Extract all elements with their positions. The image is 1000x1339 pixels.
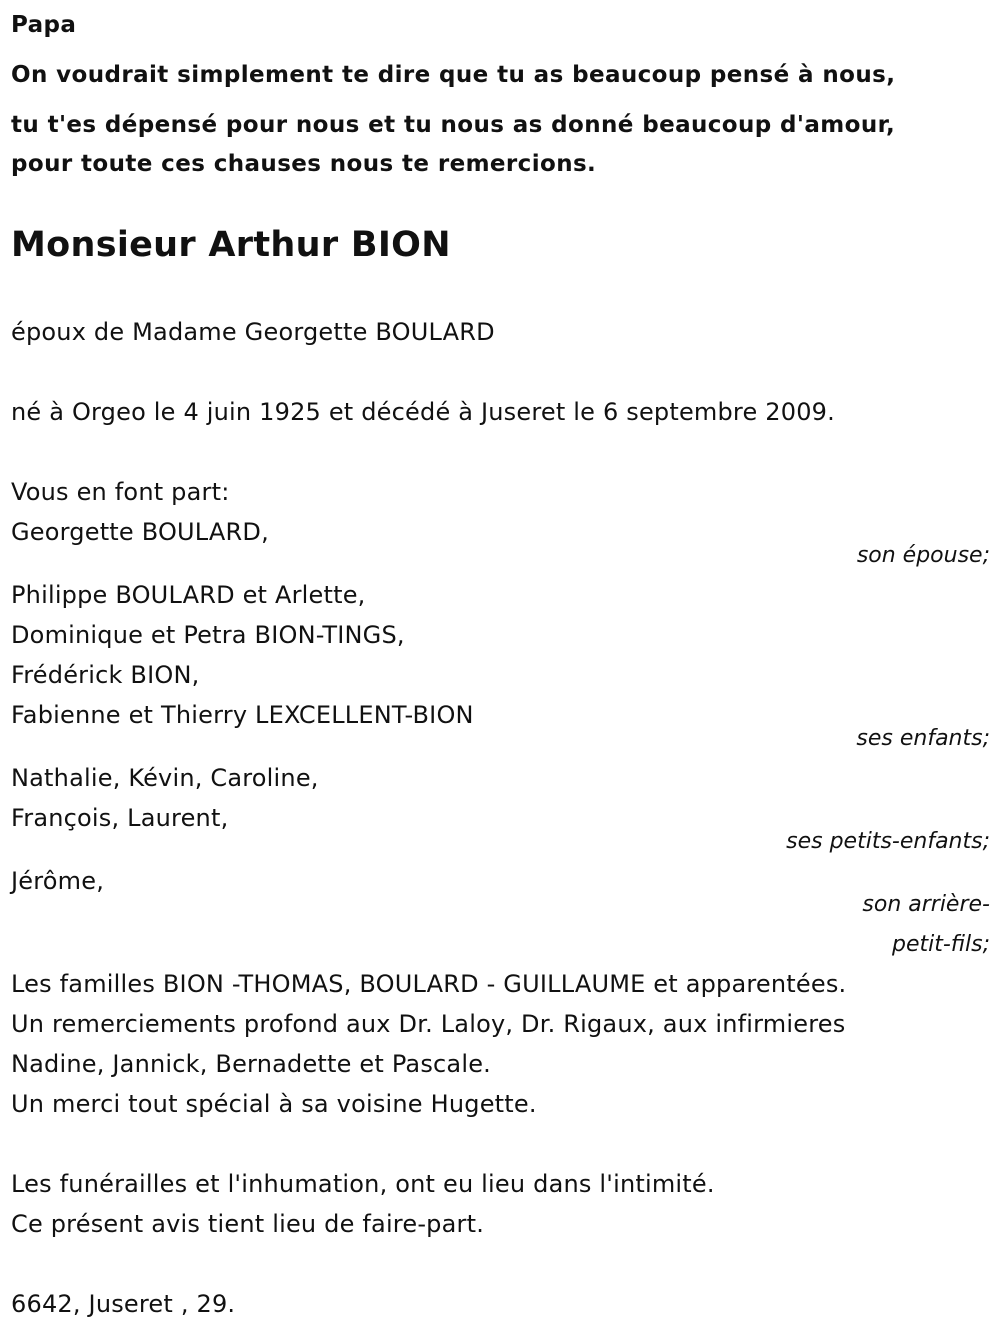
deceased-name: Monsieur Arthur BION <box>11 225 451 265</box>
role-children: ses enfants; <box>856 726 990 751</box>
great-grandchild: Jérôme, <box>11 867 105 895</box>
funeral-line-2: Ce présent avis tient lieu de faire-part. <box>11 1210 485 1238</box>
child-4: Fabienne et Thierry LEXCELLENT-BION <box>11 701 474 729</box>
thanks-line-2: Nadine, Jannick, Bernadette et Pascale. <box>11 1050 492 1078</box>
child-1: Philippe BOULARD et Arlette, <box>11 581 366 609</box>
thanks-line-3: Un merci tout spécial à sa voisine Hugette. <box>11 1090 537 1118</box>
role-spouse: son épouse; <box>856 543 990 568</box>
birth-death-line: né à Orgeo le 4 juin 1925 et décédé à Juseret le 6 septembre 2009. <box>11 398 835 426</box>
thanks-line-1: Un remerciements profond aux Dr. Laloy, Dr. Rigaux, aux infirmieres <box>11 1010 846 1038</box>
spouse-name: Georgette BOULARD, <box>11 518 269 546</box>
address-line: 6642, Juseret , 29. <box>11 1290 236 1318</box>
child-3: Frédérick BION, <box>11 661 200 689</box>
role-grandchildren: ses petits-enfants; <box>786 829 990 854</box>
tribute-line-1: On voudrait simplement te dire que tu as beaucoup pensé à nous, <box>11 62 896 88</box>
tribute-line-2: tu t'es dépensé pour nous et tu nous as donné beaucoup d'amour, <box>11 112 896 138</box>
papa-heading: Papa <box>11 12 77 38</box>
families-line: Les familles BION -THOMAS, BOULARD - GUILLAUME et apparentées. <box>11 970 847 998</box>
grandchildren-2: François, Laurent, <box>11 804 229 832</box>
grandchildren-1: Nathalie, Kévin, Caroline, <box>11 764 319 792</box>
announcement-intro: Vous en font part: <box>11 478 230 506</box>
child-2: Dominique et Petra BION-TINGS, <box>11 621 405 649</box>
role-great-grandchild-2: petit-fils; <box>891 932 990 957</box>
tribute-line-3: pour toute ces chauses nous te remercions. <box>11 151 597 177</box>
role-great-grandchild-1: son arrière- <box>862 892 990 917</box>
spouse-line: époux de Madame Georgette BOULARD <box>11 318 495 346</box>
funeral-line-1: Les funérailles et l'inhumation, ont eu lieu dans l'intimité. <box>11 1170 715 1198</box>
